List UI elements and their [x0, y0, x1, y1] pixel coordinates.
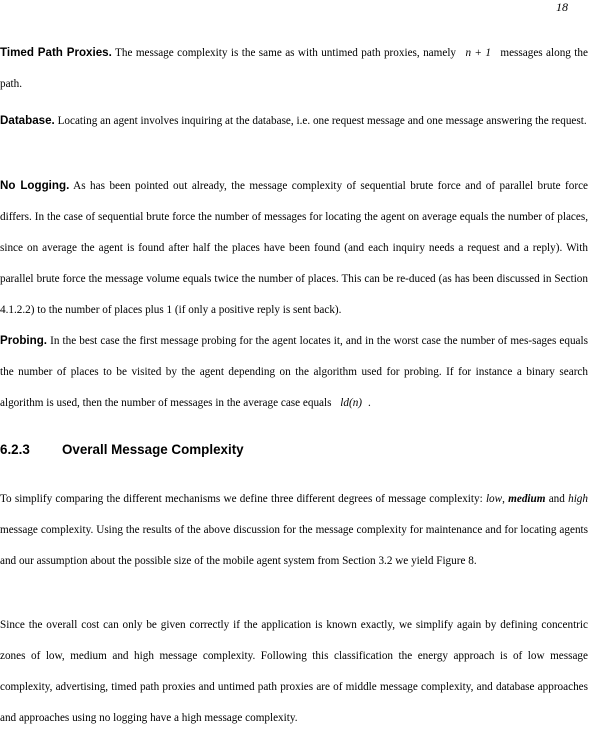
section-number: 6.2.3 — [0, 442, 30, 457]
paragraph-overall-classification — [0, 610, 588, 734]
term-high: high — [568, 493, 588, 505]
term-medium: medium — [508, 493, 546, 505]
paragraph-text: Since the overall cost can only be given correctly if the application is known exactly, we simplify again by defining concentric zones of low, medium and high message complexity. Following this classification the energy approach is of low message complexity, advertising, timed path proxies and untimed path proxies are of middle message complexity, and database approaches and approaches using no logging have a high message complexity. — [0, 619, 588, 724]
math-expression: n + 1 — [465, 47, 491, 59]
run-in-heading: Timed Path Proxies. — [0, 46, 112, 59]
paragraph-text: messages along the path. — [0, 47, 588, 90]
paragraph-database — [0, 105, 588, 137]
run-in-heading: Database. — [0, 114, 55, 127]
term-low: low — [485, 493, 503, 505]
paragraph-text: Locating an agent involves inquiring at the database, i.e. one request message and one message answering the request. — [54, 115, 587, 127]
paragraph-text: message complexity. Using the results of the above discussion for the message complexity for maintenance and for locating agents and our assumption about the possible size of the mobile agent system from Section 3.2 we yield Figure 8. — [0, 524, 588, 567]
paragraph-probing — [0, 325, 588, 419]
page-number: 18 — [556, 0, 568, 14]
math-expression: ld(n) — [340, 397, 363, 409]
run-in-heading: No Logging. — [0, 179, 70, 192]
conjunction: and — [545, 493, 569, 505]
paragraph-timed-path-proxies — [0, 37, 588, 100]
paragraph-overall-intro — [0, 484, 588, 577]
punctuation: , — [502, 493, 509, 505]
section-title: Overall Message Complexity — [62, 442, 244, 457]
paragraph-text: . — [368, 397, 371, 409]
paragraph-text: In the best case the first message probing for the agent locates it, and in the worst case the number of mes-sages equals the number of places to be visited by the agent depending on the algorithm used for probing. If for instance a binary search algorithm is used, then the number of messages in the average case equals — [0, 335, 588, 409]
paragraph-text: The message complexity is the same as with untimed path proxies, namely — [111, 47, 460, 59]
section-heading — [0, 442, 244, 457]
paragraph-text: To simplify comparing the different mechanisms we define three different degrees of message complexity: — [0, 493, 486, 505]
paragraph-text: As has been pointed out already, the message complexity of sequential brute force and of parallel brute force differs. In the case of sequential brute force the number of messages for locating the agent on average equals the number of places, since on average the agent is found after half the places have been found (and each inquiry needs a request and a reply). With parallel brute force the message volume equals twice the number of places. This can be re-duced (as has been discussed in Section 4.1.2.2) to the number of places plus 1 (if only a positive reply is sent back). — [0, 180, 588, 316]
paragraph-no-logging — [0, 170, 588, 326]
run-in-heading: Probing. — [0, 334, 48, 347]
